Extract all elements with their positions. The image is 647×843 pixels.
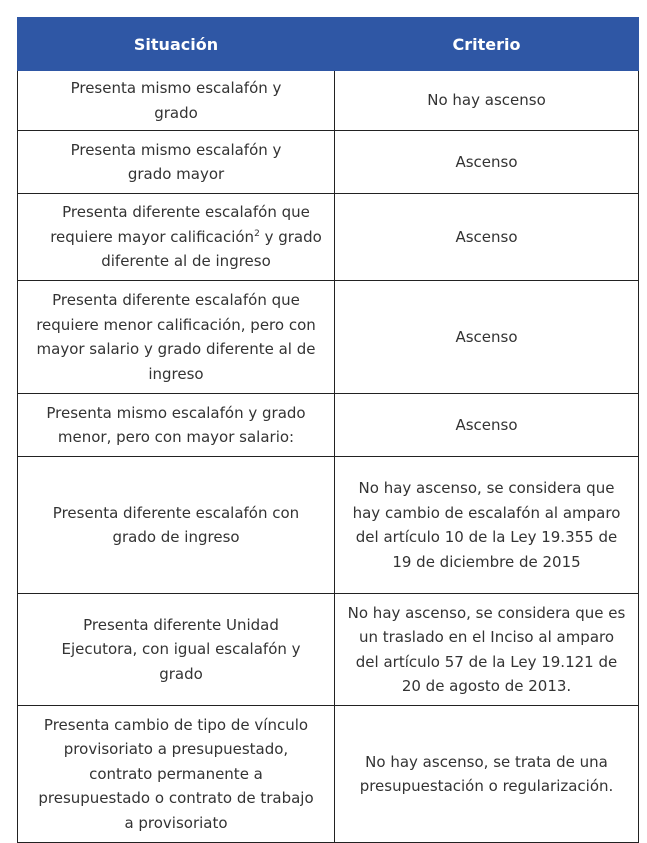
table-row	[18, 71, 639, 131]
situacion-cell: Presenta diferente escalafón que requiere menor calificación, pero con mayor salario y grado diferente al de ingreso	[18, 281, 335, 394]
situacion-cell: Presenta mismo escalafón y grado menor, pero con mayor salario:	[18, 394, 335, 457]
situacion-cell: Presenta mismo escalafón y grado mayor	[18, 131, 335, 194]
criterio-cell: Ascenso	[335, 194, 639, 281]
table-row	[18, 394, 639, 457]
criteria-table	[17, 17, 639, 843]
situacion-cell	[18, 194, 335, 281]
criterio-cell: Ascenso	[335, 281, 639, 394]
header-situacion: Situación	[18, 18, 335, 71]
table-row	[18, 457, 639, 594]
criterio-cell: No hay ascenso, se considera que hay cambio de escalafón al amparo del artículo 10 de la Ley 19.355 de 19 de diciembre de 2015	[335, 457, 639, 594]
situacion-cell: Presenta diferente Unidad Ejecutora, con igual escalafón y grado	[18, 594, 335, 706]
table-row	[18, 131, 639, 194]
situacion-text-a: Presenta diferente escalafón que requiere mayor calificación	[50, 203, 310, 246]
criterio-cell: No hay ascenso, se considera que es un traslado en el Inciso al amparo del artículo 57 de la Ley 19.121 de 20 de agosto de 2013.	[335, 594, 639, 706]
criterio-cell: Ascenso	[335, 131, 639, 194]
criterio-cell: Ascenso	[335, 394, 639, 457]
criterio-cell: No hay ascenso	[335, 71, 639, 131]
table-header-row	[18, 18, 639, 71]
situacion-cell: Presenta mismo escalafón y grado	[18, 71, 335, 131]
situacion-text-b: y grado diferente al de ingreso	[101, 227, 322, 271]
criterio-cell: No hay ascenso, se trata de una presupuestación o regularización.	[335, 706, 639, 843]
table-row	[18, 194, 639, 281]
situacion-cell: Presenta cambio de tipo de vínculo provisoriato a presupuestado, contrato permanente a presupuestado o contrato de trabajo a provisoriato	[18, 706, 335, 843]
table-row	[18, 594, 639, 706]
header-criterio: Criterio	[335, 18, 639, 71]
table-row	[18, 281, 639, 394]
table-row	[18, 706, 639, 843]
situacion-cell: Presenta diferente escalafón con grado de ingreso	[18, 457, 335, 594]
footnote-marker: 2	[254, 228, 260, 239]
